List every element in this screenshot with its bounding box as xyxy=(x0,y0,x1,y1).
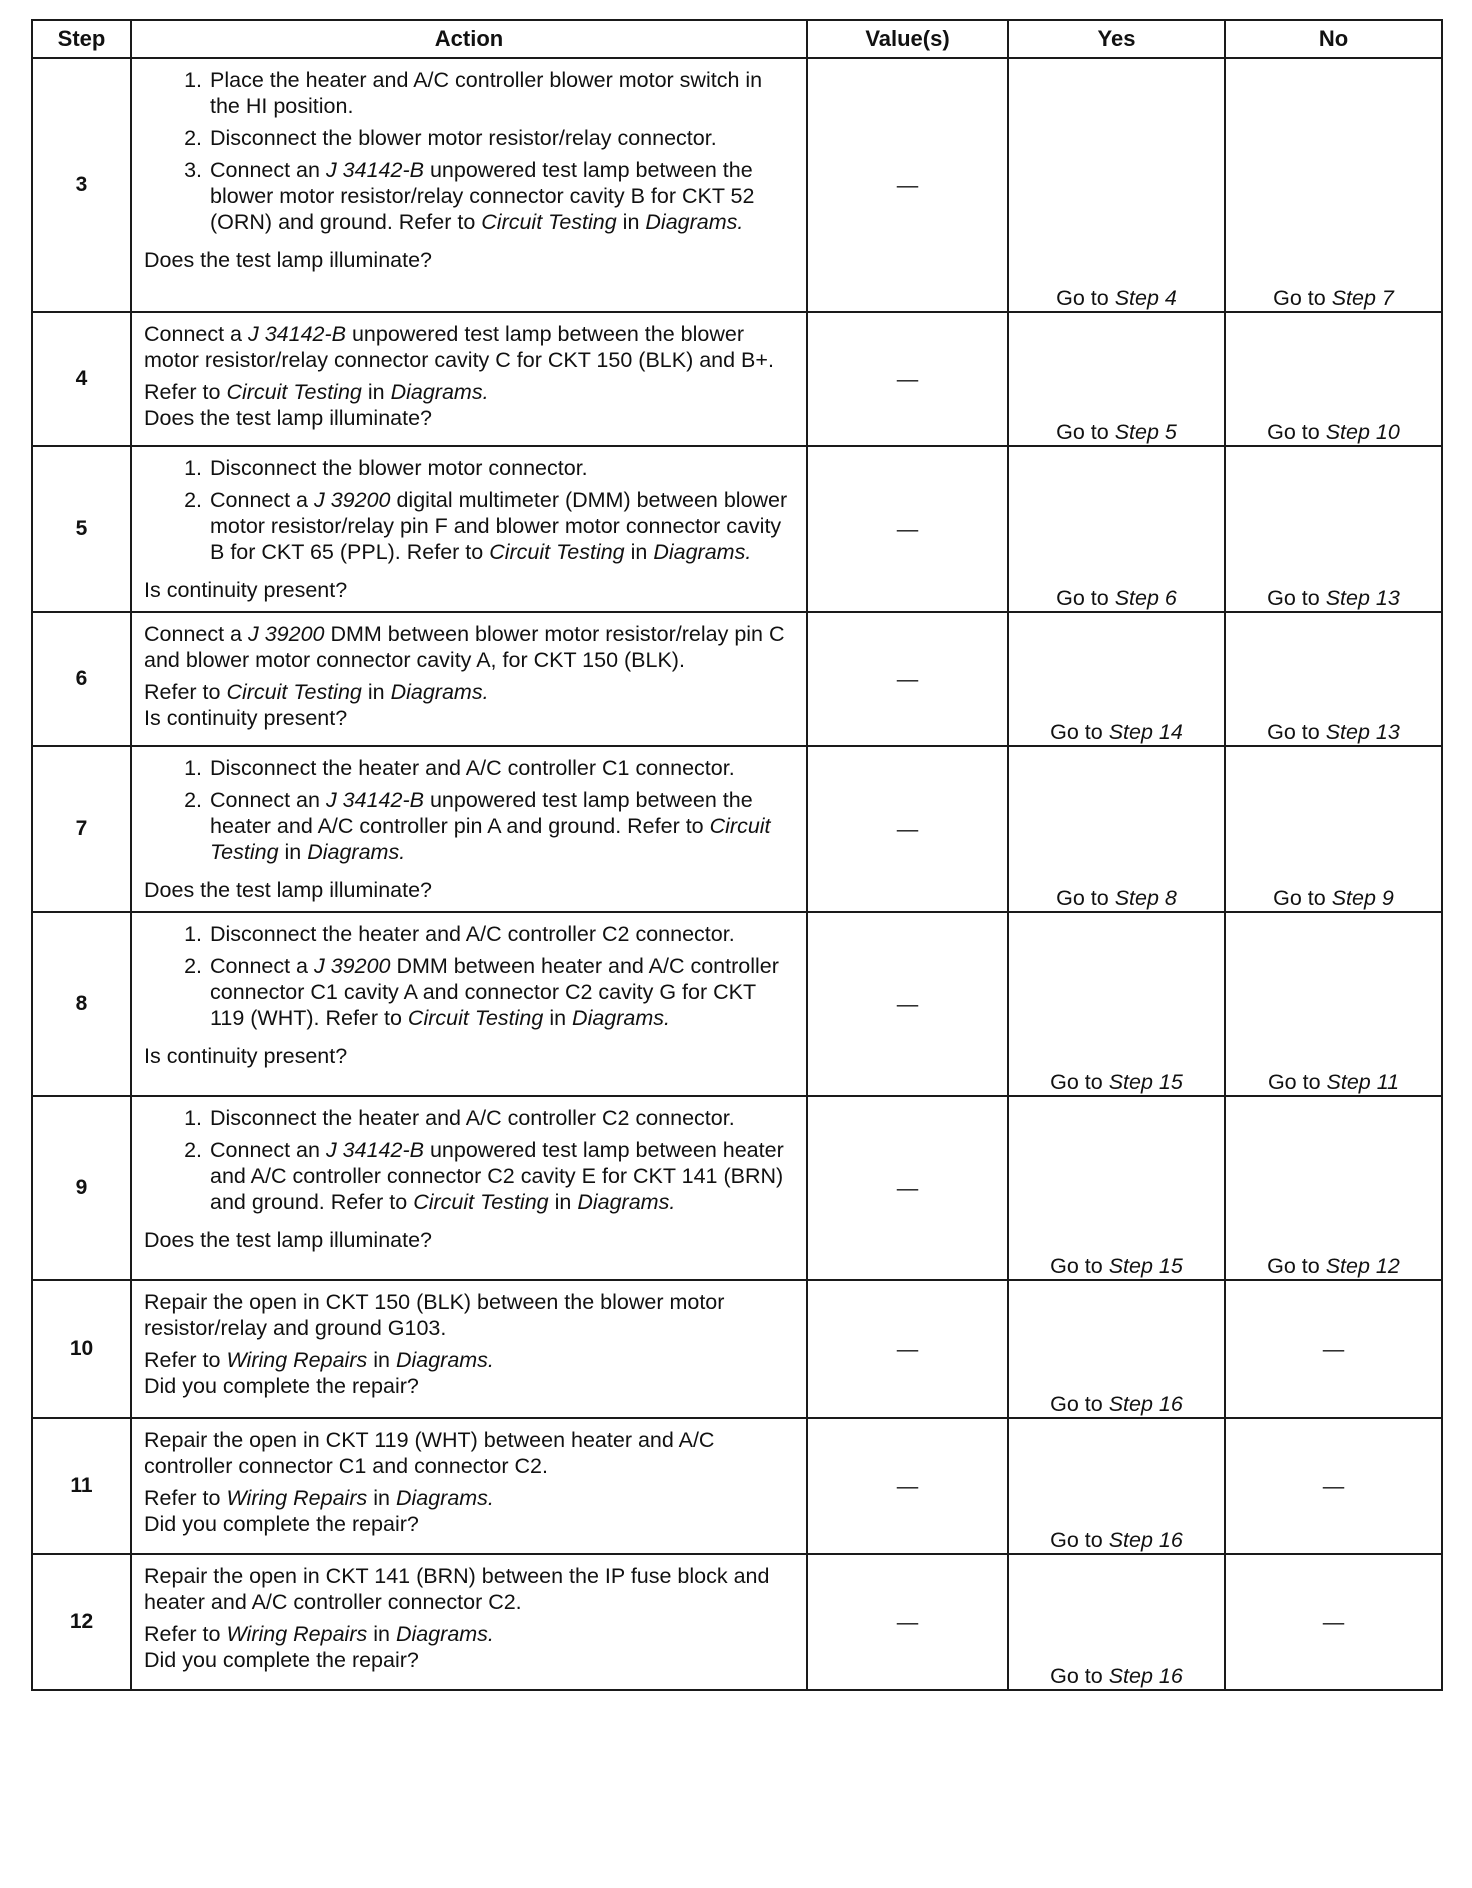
question: Does the test lamp illuminate? xyxy=(144,248,433,272)
value-cell: — xyxy=(807,1418,1008,1554)
item-text: Disconnect the heater and A/C controller C2 connector. xyxy=(210,1106,735,1130)
action-cell xyxy=(131,312,807,446)
item-number: 1. xyxy=(184,456,202,480)
table-row xyxy=(32,1554,1442,1690)
value-cell: — xyxy=(807,1280,1008,1418)
table-row xyxy=(32,1418,1442,1554)
table-row xyxy=(32,912,1442,1096)
yes-cell: Go to Step 16 xyxy=(1008,1280,1225,1418)
item-text: Connect an J 34142-B unpowered test lamp between the blower motor resistor/relay connector cavity B for CKT 52 (ORN) and ground. Refer to Circuit Testing in Diagrams. xyxy=(210,158,755,234)
no-cell: Go to Step 11 xyxy=(1225,912,1442,1096)
yes-cell: Go to Step 6 xyxy=(1008,446,1225,612)
list-item xyxy=(144,67,794,119)
yes-cell: Go to Step 4 xyxy=(1008,58,1225,312)
step-number: 7 xyxy=(32,746,131,912)
action-cell xyxy=(131,1280,807,1418)
item-number: 2. xyxy=(184,488,202,512)
item-text: Connect an J 34142-B unpowered test lamp between heater and A/C controller connector C2 cavity E for CKT 141 (BRN) and ground. Refer to Circuit Testing in Diagrams. xyxy=(210,1138,784,1214)
instruction-text: Repair the open in CKT 141 (BRN) between the IP fuse block and heater and A/C controller connector C2. xyxy=(144,1564,770,1614)
yes-cell: Go to Step 15 xyxy=(1008,912,1225,1096)
no-cell: Go to Step 7 xyxy=(1225,58,1442,312)
item-number: 1. xyxy=(184,1106,202,1130)
step-number: 10 xyxy=(32,1280,131,1418)
value-cell: — xyxy=(807,612,1008,746)
value-cell: — xyxy=(807,446,1008,612)
list-item xyxy=(144,953,794,1031)
header-yes: Yes xyxy=(1008,20,1225,58)
table-row xyxy=(32,58,1442,312)
list-item xyxy=(144,455,794,481)
action-cell xyxy=(131,746,807,912)
yes-cell: Go to Step 5 xyxy=(1008,312,1225,446)
no-cell: — xyxy=(1225,1280,1442,1418)
table-row xyxy=(32,1280,1442,1418)
header-no: No xyxy=(1225,20,1442,58)
no-cell: — xyxy=(1225,1554,1442,1690)
value-cell: — xyxy=(807,912,1008,1096)
list-item xyxy=(144,1137,794,1215)
item-text: Disconnect the heater and A/C controller C1 connector. xyxy=(210,756,735,780)
question: Did you complete the repair? xyxy=(144,1648,419,1672)
table-row xyxy=(32,612,1442,746)
item-text: Place the heater and A/C controller blower motor switch in the HI position. xyxy=(210,68,763,118)
item-number: 3. xyxy=(184,158,202,182)
refer-text: Refer to Wiring Repairs in Diagrams. xyxy=(144,1348,494,1372)
value-cell: — xyxy=(807,746,1008,912)
question: Does the test lamp illuminate? xyxy=(144,878,433,902)
header-values: Value(s) xyxy=(807,20,1008,58)
step-number: 6 xyxy=(32,612,131,746)
table-row xyxy=(32,1096,1442,1280)
yes-cell: Go to Step 8 xyxy=(1008,746,1225,912)
list-item xyxy=(144,921,794,947)
step-number: 3 xyxy=(32,58,131,312)
action-cell xyxy=(131,1418,807,1554)
item-number: 2. xyxy=(184,954,202,978)
item-number: 2. xyxy=(184,126,202,150)
step-number: 8 xyxy=(32,912,131,1096)
refer-text: Refer to Wiring Repairs in Diagrams. xyxy=(144,1486,494,1510)
item-text: Disconnect the blower motor connector. xyxy=(210,456,588,480)
item-number: 1. xyxy=(184,756,202,780)
action-cell xyxy=(131,612,807,746)
table-row xyxy=(32,446,1442,612)
header-step: Step xyxy=(32,20,131,58)
question: Does the test lamp illuminate? xyxy=(144,406,433,430)
diagnostic-table xyxy=(31,19,1443,1691)
item-text: Disconnect the blower motor resistor/relay connector. xyxy=(210,126,717,150)
refer-text: Refer to Circuit Testing in Diagrams. xyxy=(144,380,489,404)
value-cell: — xyxy=(807,1554,1008,1690)
step-number: 9 xyxy=(32,1096,131,1280)
list-item xyxy=(144,157,794,235)
list-item xyxy=(144,755,794,781)
instruction-text: Connect a J 39200 DMM between blower motor resistor/relay pin C and blower motor connector cavity A, for CKT 150 (BLK). xyxy=(144,622,785,672)
value-cell: — xyxy=(807,312,1008,446)
header-action: Action xyxy=(131,20,807,58)
list-item xyxy=(144,787,794,865)
list-item xyxy=(144,1105,794,1131)
refer-text: Refer to Circuit Testing in Diagrams. xyxy=(144,680,489,704)
instruction-text: Repair the open in CKT 119 (WHT) between heater and A/C controller connector C1 and connector C2. xyxy=(144,1428,715,1478)
yes-cell: Go to Step 16 xyxy=(1008,1418,1225,1554)
no-cell: Go to Step 9 xyxy=(1225,746,1442,912)
yes-cell: Go to Step 16 xyxy=(1008,1554,1225,1690)
question: Did you complete the repair? xyxy=(144,1374,419,1398)
refer-text: Refer to Wiring Repairs in Diagrams. xyxy=(144,1622,494,1646)
item-text: Connect a J 39200 DMM between heater and A/C controller connector C1 cavity A and connector C2 cavity G for CKT 119 (WHT). Refer to Circuit Testing in Diagrams. xyxy=(210,954,779,1030)
table-row xyxy=(32,312,1442,446)
action-cell xyxy=(131,446,807,612)
instruction-text: Connect a J 34142-B unpowered test lamp between the blower motor resistor/relay connector cavity C for CKT 150 (BLK) and B+. xyxy=(144,322,774,372)
no-cell: Go to Step 12 xyxy=(1225,1096,1442,1280)
question: Is continuity present? xyxy=(144,1044,348,1068)
action-cell xyxy=(131,912,807,1096)
item-number: 2. xyxy=(184,1138,202,1162)
step-number: 5 xyxy=(32,446,131,612)
no-cell: Go to Step 13 xyxy=(1225,446,1442,612)
question: Is continuity present? xyxy=(144,706,348,730)
list-item xyxy=(144,487,794,565)
question: Did you complete the repair? xyxy=(144,1512,419,1536)
item-number: 2. xyxy=(184,788,202,812)
action-cell xyxy=(131,58,807,312)
question: Is continuity present? xyxy=(144,578,348,602)
table-row xyxy=(32,746,1442,912)
item-text: Connect an J 34142-B unpowered test lamp between the heater and A/C controller pin A and ground. Refer to Circuit Testing in Diagrams. xyxy=(210,788,771,864)
yes-cell: Go to Step 15 xyxy=(1008,1096,1225,1280)
action-cell xyxy=(131,1554,807,1690)
no-cell: — xyxy=(1225,1418,1442,1554)
list-item xyxy=(144,125,794,151)
step-number: 12 xyxy=(32,1554,131,1690)
item-number: 1. xyxy=(184,68,202,92)
action-cell xyxy=(131,1096,807,1280)
question: Does the test lamp illuminate? xyxy=(144,1228,433,1252)
item-text: Connect a J 39200 digital multimeter (DMM) between blower motor resistor/relay pin F and blower motor connector cavity B for CKT 65 (PPL). Refer to Circuit Testing in Diagrams. xyxy=(210,488,788,564)
yes-cell: Go to Step 14 xyxy=(1008,612,1225,746)
value-cell: — xyxy=(807,1096,1008,1280)
no-cell: Go to Step 10 xyxy=(1225,312,1442,446)
item-text: Disconnect the heater and A/C controller C2 connector. xyxy=(210,922,735,946)
value-cell: — xyxy=(807,58,1008,312)
step-number: 11 xyxy=(32,1418,131,1554)
no-cell: Go to Step 13 xyxy=(1225,612,1442,746)
header-row xyxy=(32,20,1442,58)
instruction-text: Repair the open in CKT 150 (BLK) between the blower motor resistor/relay and ground G103. xyxy=(144,1290,725,1340)
item-number: 1. xyxy=(184,922,202,946)
step-number: 4 xyxy=(32,312,131,446)
